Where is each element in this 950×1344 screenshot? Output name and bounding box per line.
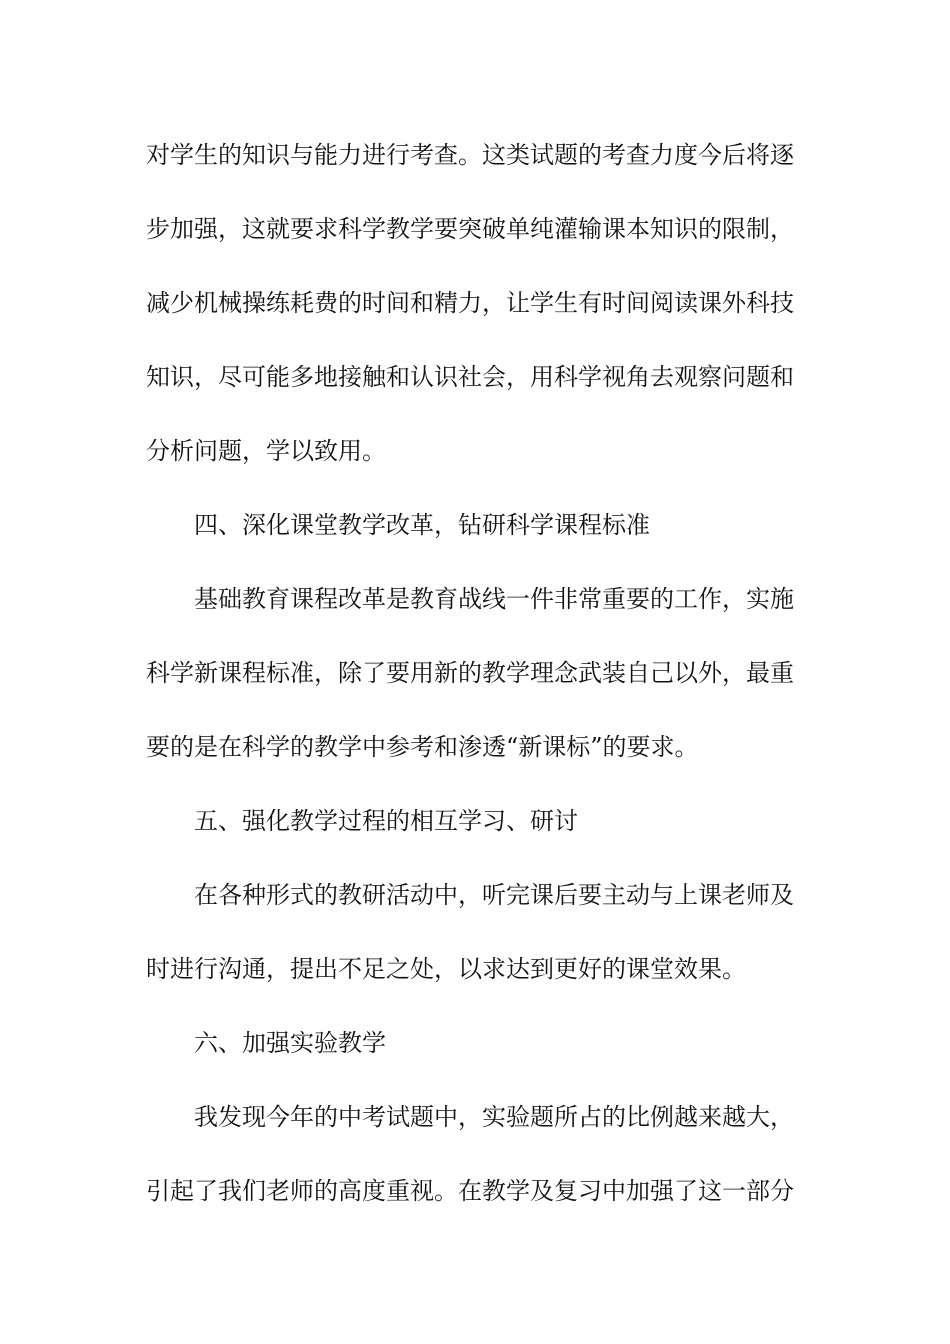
paragraph-line: 时进行沟通，提出不足之处，以求达到更好的课堂效果。 — [146, 955, 746, 983]
section-heading: 五、强化教学过程的相互学习、研讨 — [194, 807, 578, 835]
paragraph-line: 引起了我们老师的高度重视。在教学及复习中加强了这一部分 — [146, 1177, 794, 1205]
paragraph-line: 要的是在科学的教学中参考和渗透“新课标”的要求。 — [146, 733, 699, 761]
paragraph-line: 对学生的知识与能力进行考查。这类试题的考查力度今后将逐 — [146, 141, 794, 169]
paragraph-line: 在各种形式的教研活动中，听完课后要主动与上课老师及 — [194, 881, 794, 909]
paragraph-line: 分析问题，学以致用。 — [146, 437, 386, 465]
section-heading: 四、深化课堂教学改革，钻研科学课程标准 — [194, 511, 650, 539]
paragraph-line: 基础教育课程改革是教育战线一件非常重要的工作，实施 — [194, 585, 794, 613]
paragraph-line: 减少机械操练耗费的时间和精力，让学生有时间阅读课外科技 — [146, 289, 794, 317]
paragraph-line: 步加强，这就要求科学教学要突破单纯灌输课本知识的限制， — [146, 215, 794, 243]
paragraph-line: 科学新课程标准，除了要用新的教学理念武装自己以外，最重 — [146, 659, 794, 687]
paragraph-line: 知识，尽可能多地接触和认识社会，用科学视角去观察问题和 — [146, 363, 794, 391]
section-heading: 六、加强实验教学 — [194, 1029, 386, 1057]
paragraph-line: 我发现今年的中考试题中，实验题所占的比例越来越大， — [194, 1103, 794, 1131]
